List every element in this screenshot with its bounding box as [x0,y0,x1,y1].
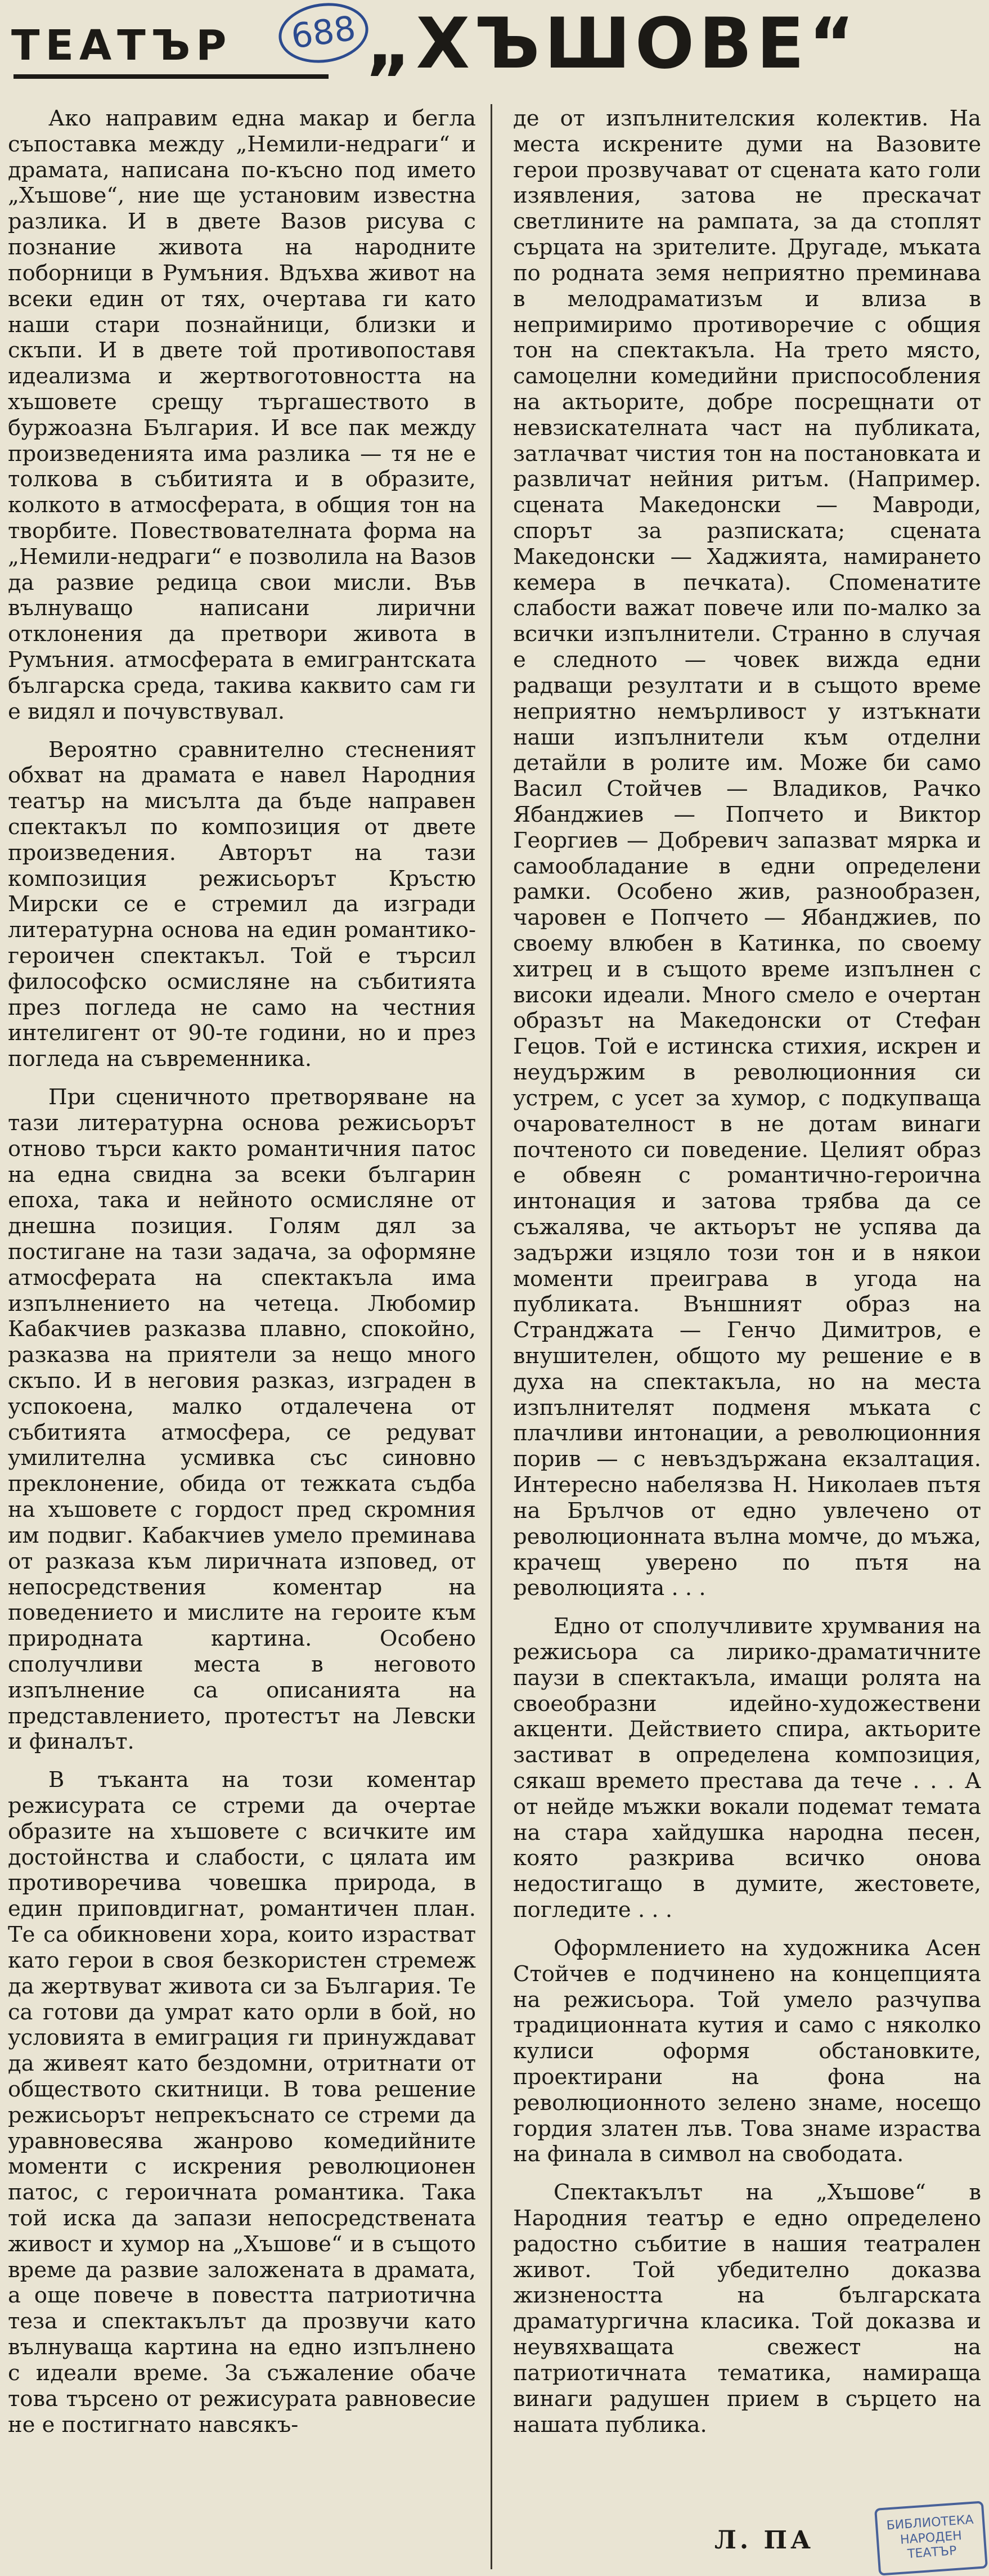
author-signature: Л. ПА [714,2526,814,2555]
paragraph: При сценичното претворяване на тази литературна основа режисьорът отново търси както романтичния патос на една свидна за всеки българин епоха, така и нейното осмисляне от днешна позиция. Голям дял за постигане на тази задача, за оформяне атмосферата на спектакъла има изпълнението на четеца. Любомир Кабакчиев разказва плавно, спокойно, разказва на приятели за нещо много скъпо. И в неговия разказ, изграден в успокоена, малко отдалечена от събитията атмосфера, се редуват умилителна усмивка със синовно преклонение, обида от тежката съдба на хъшовете с гордост пред скромния им подвиг. Кабакчиев умело преминава от разказа към лиричната изповед, от непосредствения коментар на поведението и мислите на героите към природната картина. Особено сполучливи места в неговото изпълнение са описанията на представлението, протестът на Левски и финалът. [8,1085,476,1755]
stamp-line: БИБЛИОТЕКА [885,2513,974,2533]
section-kicker: ТЕАТЪР [11,21,232,70]
stamp-line: ТЕАТЪР [907,2544,957,2562]
kicker-underline [14,74,329,79]
paragraph: Оформлението на художника Асен Стойчев е подчинено на концепцията на режисьора. Той умело разчупва традиционната кутия и само с няколко кулиси оформя обстановките, проектирани на фона на революционното зелено знаме, носещо гордия златен лъв. Това знаме израства на финала в символ на свободата. [513,1935,981,2167]
stamp-line: НАРОДЕН [900,2528,963,2547]
paragraph: Вероятно сравнително стесненият обхват на драмата е навел Народния театър на мисълта да бъде направен спектакъл по композиция от двете произведения. Авторът на тази композиция режисьорът Кръстю Мирски се е стремил да изгради литературна основа на един романтико-героичен спектакъл. Той е търсил философско осмисляне на събитията през погледа не само на честния интелигент от 90-те години, но и през погледа на съвременника. [8,737,476,1072]
right-column [513,106,981,2565]
archive-number-stamp: 688 [275,0,372,69]
article-title: „ХЪШОВЕ“ [366,3,859,84]
paragraph: Едно от сполучливите хрумвания на режисьора са лирико-драматичните паузи в спектакъла, имащи ролята на своеобразни идейно-художествени акценти. Действието спира, актьорите застиват в определена композиция, сякаш времето престава да тече . . . А от нейде мъжки вокали подемат темата на стара хайдушка народна песен, която разкрива всичко онова недостигащо в думите, жестовете, погледите . . . [513,1614,981,1923]
paragraph: В тъканта на този коментар режисурата се стреми да очертае образите на хъшовете с всичките им достойнства и слабости, с цялата им противоречива човешка природа, в един приповдигнат, романтичен план. Те са обикновени хора, които израстват като герои в своя безкористен стремеж да жертвуват живота си за България. Те са готови да умрат като орли в бой, но условията в емиграция ги принуждават да живеят като бездомни, отритнати от обществото скитници. В това решение режисьорът непрекъснато се стреми да уравновесява жанрово комедийните моменти с искрения революционен патос, с героичната романтика. Така той иска да запази непосредствената живост и хумор на „Хъшове“ и в същото време да развие заложената в драмата, а още повече в повестта патриотична теза и спектакълът да прозвучи като вълнуваща картина на едно изпълнено с идеали време. За съжаление обаче това търсено от режисурата равновесие не е постигнато навсякъ- [8,1767,476,2438]
left-column [8,106,476,2565]
paragraph: Ако направим една макар и бегла съпоставка между „Немили-недраги“ и драмата, написана по-късно под името „Хъшове“, ние ще установим известна разлика. И в двете Вазов рисува с познание живота на народните поборници в Румъния. Вдъхва живот на всеки един от тях, очертава ги като наши стари познайници, близки и скъпи. И в двете той противопоставя идеализма и жертвоготовността на хъшовете срещу търгашеството в буржоазна България. И все пак между произведенията има разлика — тя не е толкова в събитията и в образите, колкото в атмосферата, в общия тон на творбите. Повествователната форма на „Немили-недраги“ е позволила на Вазов да развие редица свои мисли. Във вълнуващо написани лирични отклонения да претвори живота в Румъния. атмосферата в емигрантската българска среда, такива каквито сам ги е видял и почувствувал. [8,106,476,724]
column-divider [491,104,492,2569]
paragraph-continued: де от изпълнителския колектив. На места искрените думи на Вазовите герои прозвучават от сцената като голи изявления, затова не прескачат светлините на рампата, за да стоплят сърцата на зрителите. Другаде, мъката по родната земя неприятно преминава в мелодраматизъм и влиза в непримиримо противоречие с общия тон на спектакъла. На трето място, самоцелни комедийни приспособления на актьорите, добре посрещнати от невзискателната част на публиката, затлачват чистия тон на постановката и развличат нейния ритъм. (Например. сцената Македонски — Мавроди, спорът за разписката; сцената Македонски — Хаджията, намирането кемера в печката). Споменатите слабости важат повече или по-малко за всички изпълнители. Странно в случая е следното — човек вижда едни радващи резултати и в същото време неприятно немърливост у изтъкнати наши изпълнители към отделни детайли в ролите им. Може би само Васил Стойчев — Владиков, Рачко Ябанджиев — Попчето и Виктор Георгиев — Добревич запазват мярка и самообладание в едни определени рамки. Особено жив, разнообразен, чаровен е Попчето — Ябанджиев, по своему влюбен в Катинка, по своему хитрец и в същото време изпълнен с високи идеали. Много смело е очертан образът на Македонски от Стефан Гецов. Той е истинска стихия, искрен и неудържим в революционния си устрем, с усет за хумор, с подкупваща очарователност в не дотам винаги почтеното си поведение. Целият образ е обвеян с романтично-героична интонация и затова трябва да се съжалява, че актьорът не успява да задържи изцяло този тон и в някои моменти преиграва в угода на публиката. Външният образ на Странджата — Генчо Димитров, е внушителен, общото му решение е в духа на спектакъла, но на места изпълнителят подменя мъката с плачливи интонации, а революционния порив — с невъздържана екзалтация. Интересно набелязва Н. Николаев пътя на Брълчов от едно увлечено от революционната вълна момче, до мъжа, крачещ уверено по пътя на революцията . . . [513,106,981,1601]
library-stamp [874,2501,988,2575]
paragraph: Спектакълът на „Хъшове“ в Народния театър е едно определено радостно събитие в нашия театрален живот. Той убедително доказва жизнеността на българската драматургична класика. Той доказва и неувяхващата свежест на патриотичната тематика, намираща винаги радушен прием в сърцето на нашата публика. [513,2180,981,2438]
headline [6,0,984,107]
